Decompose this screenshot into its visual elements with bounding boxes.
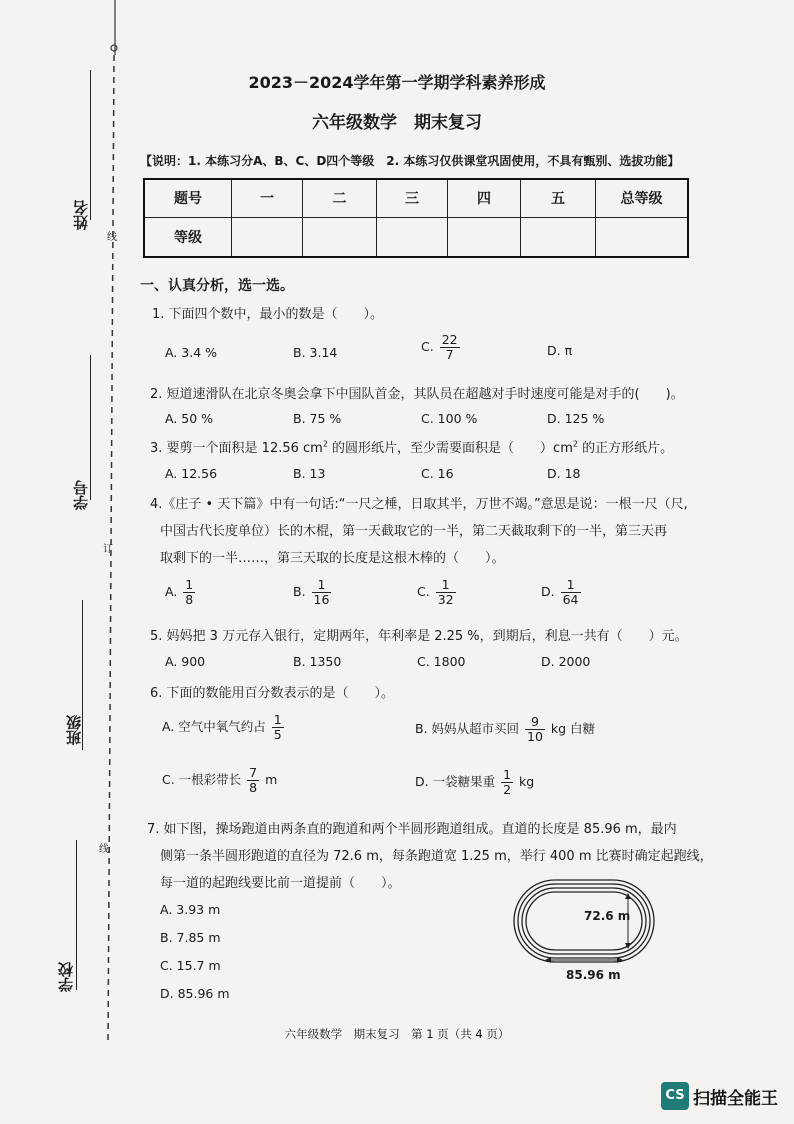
q4-option-b-prefix: B.: [293, 584, 306, 599]
q3-stem-part3: 的正方形纸片。: [577, 441, 674, 456]
q6-option-b-fraction: [525, 715, 545, 744]
q6-option-a[interactable]: [162, 713, 286, 742]
q1-option-d[interactable]: D. π: [547, 343, 573, 358]
q5-stem: 5. 妈妈把 3 万元存入银行，定期两年，年利率是 2.25 %，到期后，利息一共有（ ）元。: [150, 629, 688, 644]
fraction-denominator: 5: [273, 727, 282, 742]
exam-title: 2023－2024学年第一学期学科素养形成: [248, 73, 546, 92]
grade-cell-3[interactable]: [377, 217, 448, 257]
q7-option-a[interactable]: A. 3.93 m: [160, 902, 221, 917]
q6-stem: 6. 下面的数能用百分数表示的是（ ）。: [150, 686, 395, 701]
q6-option-b[interactable]: [415, 715, 595, 744]
q2-option-c[interactable]: C. 100 %: [421, 411, 478, 426]
grade-header-5: 五: [521, 179, 596, 217]
q7-stem-line3: 每一道的起跑线要比前一道提前（ ）。: [160, 876, 401, 891]
fraction-numerator: 7: [249, 765, 258, 780]
school-label: 学校: [57, 962, 75, 992]
grade-header-qno: 题号: [144, 179, 232, 217]
q4-option-c-prefix: C.: [417, 584, 430, 599]
q6-option-d-unit: kg: [519, 774, 535, 789]
q6-option-d[interactable]: [415, 768, 534, 797]
q3-sup2: 2: [572, 439, 578, 449]
class-write-line: [82, 600, 83, 750]
grade-header-2: 二: [303, 179, 377, 217]
track-diameter-label: 72.6 m: [584, 909, 631, 923]
exam-note: 【说明：1. 本练习分A、B、C、D四个等级 2. 本练习仅供课堂巩固使用，不具有甄别、选拔功能】: [140, 154, 680, 168]
q5-option-c[interactable]: C. 1800: [417, 654, 466, 669]
q5-option-d[interactable]: D. 2000: [541, 654, 591, 669]
scanner-watermark: 扫描全能王: [693, 1089, 778, 1109]
fraction-numerator: 1: [185, 577, 194, 592]
q4-stem-line2: 中国古代长度单位）长的木棍，第一天截取它的一半，第二天截取剩下的一半，第三天再: [160, 524, 668, 539]
q2-option-d[interactable]: D. 125 %: [547, 411, 605, 426]
q2-option-b[interactable]: B. 75 %: [293, 411, 342, 426]
fraction-denominator: 16: [313, 592, 330, 607]
binding-mark-line2: 线: [99, 844, 109, 855]
scanner-logo-icon: CS: [661, 1082, 689, 1110]
binding-mark-ding: 订: [103, 544, 113, 555]
q1-stem: 1. 下面四个数中，最小的数是（ ）。: [152, 307, 384, 322]
page-footer: 六年级数学 期末复习 第 1 页（共 4 页）: [284, 1027, 510, 1041]
q1-option-c[interactable]: [421, 333, 462, 362]
q3-option-d[interactable]: D. 18: [547, 466, 581, 481]
grade-header-4: 四: [448, 179, 521, 217]
q5-option-b[interactable]: B. 1350: [293, 654, 342, 669]
exam-subtitle: 六年级数学 期末复习: [312, 113, 482, 133]
grade-header-total: 总等级: [596, 179, 689, 217]
q3-option-a[interactable]: A. 12.56: [165, 466, 218, 481]
q4-option-c[interactable]: [417, 578, 458, 607]
q1-option-c-fraction: [440, 333, 460, 362]
section-heading: 一、认真分析，选一选。: [140, 278, 294, 294]
fraction-numerator: 22: [441, 332, 458, 347]
student-no-write-line: [90, 355, 91, 500]
q7-option-b[interactable]: B. 7.85 m: [160, 930, 221, 945]
q4-option-d-fraction: [561, 578, 581, 607]
school-write-line: [76, 840, 77, 990]
track-straight-label: 85.96 m: [566, 968, 621, 982]
q6-option-c-unit: m: [265, 772, 278, 787]
q4-option-a-prefix: A.: [165, 584, 178, 599]
fraction-numerator: 1: [561, 578, 581, 593]
student-no-label: 学号: [72, 480, 90, 510]
name-label: 姓名: [72, 200, 90, 230]
q7-stem-line2: 侧第一条半圆形跑道的直径为 72.6 m，每条跑道宽 1.25 m，举行 400 m 比赛时确定起跑线，: [160, 849, 713, 864]
q6-option-b-unit: kg 白糖: [550, 721, 596, 736]
q6-option-d-fraction: [501, 768, 513, 797]
grade-header-1: 一: [232, 179, 303, 217]
q1-option-c-prefix: C.: [421, 339, 434, 354]
q7-stem-line1: 7. 如下图，操场跑道由两条直的跑道和两个半圆形跑道组成。直道的长度是 85.96 m，最内: [147, 822, 677, 837]
fraction-denominator: 64: [562, 592, 579, 607]
q4-option-c-fraction: [436, 578, 456, 607]
q7-option-d[interactable]: D. 85.96 m: [160, 986, 230, 1001]
q6-option-a-fraction: [272, 713, 284, 742]
grade-row-label: 等级: [144, 217, 232, 257]
fraction-numerator: 1: [436, 578, 456, 593]
fraction-denominator: 7: [445, 347, 454, 362]
q6-option-c[interactable]: [162, 766, 277, 795]
q4-stem-line3: 取剩下的一半……，第三天取的长度是这根木棒的（ ）。: [160, 551, 505, 566]
binding-mark-line1: 线: [107, 232, 117, 243]
grade-cell-1[interactable]: [232, 217, 303, 257]
fraction-denominator: 8: [249, 780, 258, 795]
q4-option-d-prefix: D.: [541, 584, 555, 599]
q2-stem: 2. 短道速滑队在北京冬奥会拿下中国队首金，其队员在超越对手时速度可能是对手的( )。: [150, 387, 684, 402]
binding-dashed-line: [95, 0, 125, 1050]
fraction-denominator: 32: [437, 592, 454, 607]
q3-stem-part1: 3. 要剪一个面积是 12.56 cm: [150, 441, 323, 456]
q3-stem-part2: 的圆形纸片，至少需要面积是（ ）cm: [327, 441, 573, 456]
q4-option-d[interactable]: [541, 578, 583, 607]
fraction-numerator: 1: [503, 767, 512, 782]
q3-option-b[interactable]: B. 13: [293, 466, 326, 481]
q6-option-c-fraction: [247, 766, 259, 795]
grade-cell-total[interactable]: [596, 217, 689, 257]
q2-option-a[interactable]: A. 50 %: [165, 411, 214, 426]
fraction-numerator: 9: [525, 715, 545, 730]
fraction-denominator: 8: [185, 592, 194, 607]
q6-option-b-text: B. 妈妈从超市买回: [415, 721, 520, 736]
q1-option-b[interactable]: B. 3.14: [293, 345, 338, 360]
q3-option-c[interactable]: C. 16: [421, 466, 454, 481]
q1-option-a[interactable]: A. 3.4 %: [165, 345, 218, 360]
fraction-numerator: 1: [312, 578, 332, 593]
grade-cell-4[interactable]: [448, 217, 521, 257]
q5-option-a[interactable]: A. 900: [165, 654, 206, 669]
q4-stem-line1: 4.《庄子 • 天下篇》中有一句话:“一尺之棰，日取其半，万世不竭。”意思是说：一根一尺（尺,: [150, 497, 688, 512]
q4-option-a-fraction: [183, 578, 195, 607]
q3-stem: [150, 437, 673, 456]
grade-cell-2[interactable]: [303, 217, 377, 257]
q7-option-c[interactable]: C. 15.7 m: [160, 958, 221, 973]
grade-cell-5[interactable]: [521, 217, 596, 257]
q6-option-a-text: A. 空气中氧气约占: [162, 719, 266, 734]
class-label: 班级: [65, 715, 83, 745]
q4-option-b[interactable]: [293, 578, 333, 607]
grade-header-3: 三: [377, 179, 448, 217]
fraction-denominator: 10: [527, 729, 543, 744]
q6-option-d-text: D. 一袋糖果重: [415, 774, 496, 789]
q3-sup1: 2: [322, 439, 328, 449]
grade-table: [143, 178, 689, 258]
fraction-numerator: 1: [273, 712, 282, 727]
q6-option-c-text: C. 一根彩带长: [162, 772, 242, 787]
q4-option-a[interactable]: [165, 578, 197, 607]
q4-option-b-fraction: [312, 578, 332, 607]
fraction-denominator: 2: [503, 782, 512, 797]
